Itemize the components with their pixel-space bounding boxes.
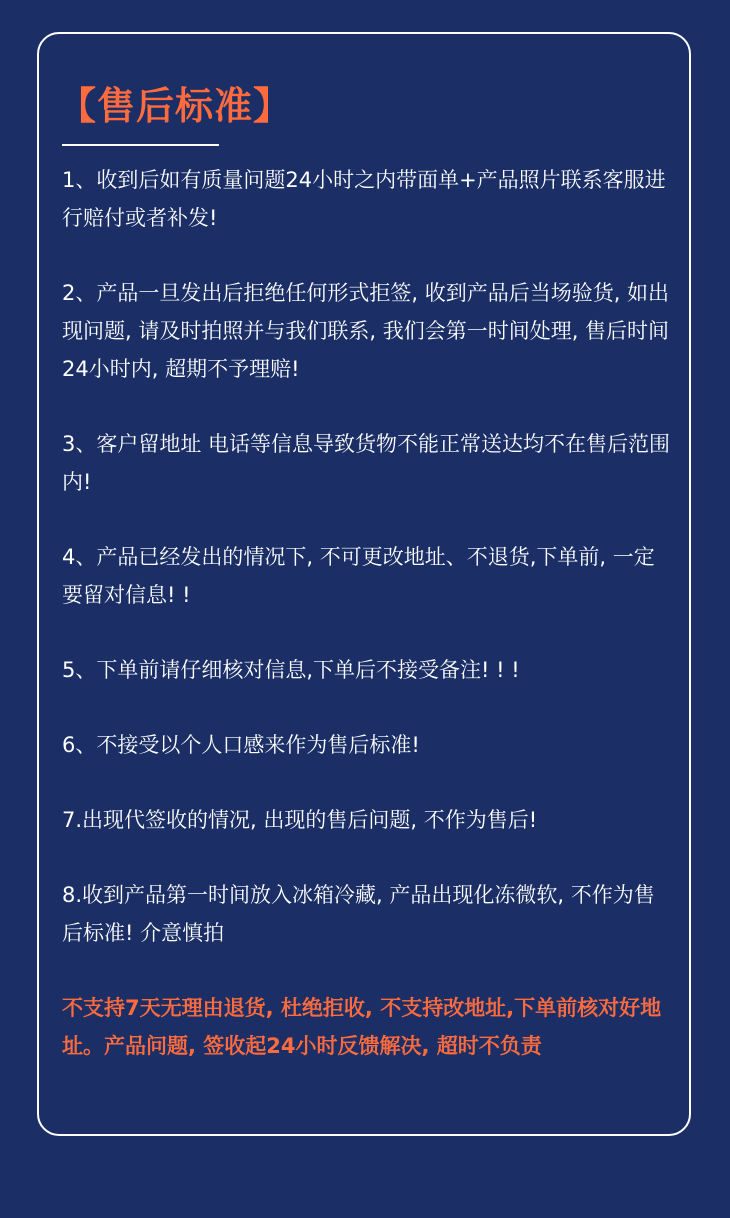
page-title: 【售后标准】 bbox=[58, 84, 293, 128]
rules-list bbox=[62, 161, 674, 1065]
rule-item-1: 1、收到后如有质量问题24小时之内带面单+产品照片联系客服进行赔付或者补发! bbox=[62, 168, 666, 230]
rule-item-6: 6、不接受以个人口感来作为售后标准! bbox=[62, 733, 420, 757]
rule-item-2: 2、产品一旦发出后拒绝任何形式拒签, 收到产品后当场验货, 如出现问题, 请及时拍照并与我们联系, 我们会第一时间处理, 售后时间24小时内, 超期不予理赔! bbox=[62, 281, 670, 381]
rule-item-5: 5、下单前请仔细核对信息,下单后不接受备注! ! ! bbox=[62, 658, 520, 682]
return-policy-notice: 不支持7天无理由退货, 杜绝拒收, 不支持改地址,下单前核对好地址。产品问题, 签收起24小时反馈解决, 超时不负责 bbox=[62, 996, 662, 1058]
rule-item-7: 7.出现代签收的情况, 出现的售后问题, 不作为售后! bbox=[62, 808, 538, 832]
rule-item-8: 8.收到产品第一时间放入冰箱冷藏, 产品出现化冻微软, 不作为售后标准! 介意慎拍 bbox=[62, 883, 655, 945]
rule-item-4: 4、产品已经发出的情况下, 不可更改地址、不退货,下单前, 一定要留对信息! ! bbox=[62, 545, 655, 607]
title-underline bbox=[62, 144, 219, 146]
rule-item-3: 3、客户留地址 电话等信息导致货物不能正常送达均不在售后范围内! bbox=[62, 432, 671, 494]
